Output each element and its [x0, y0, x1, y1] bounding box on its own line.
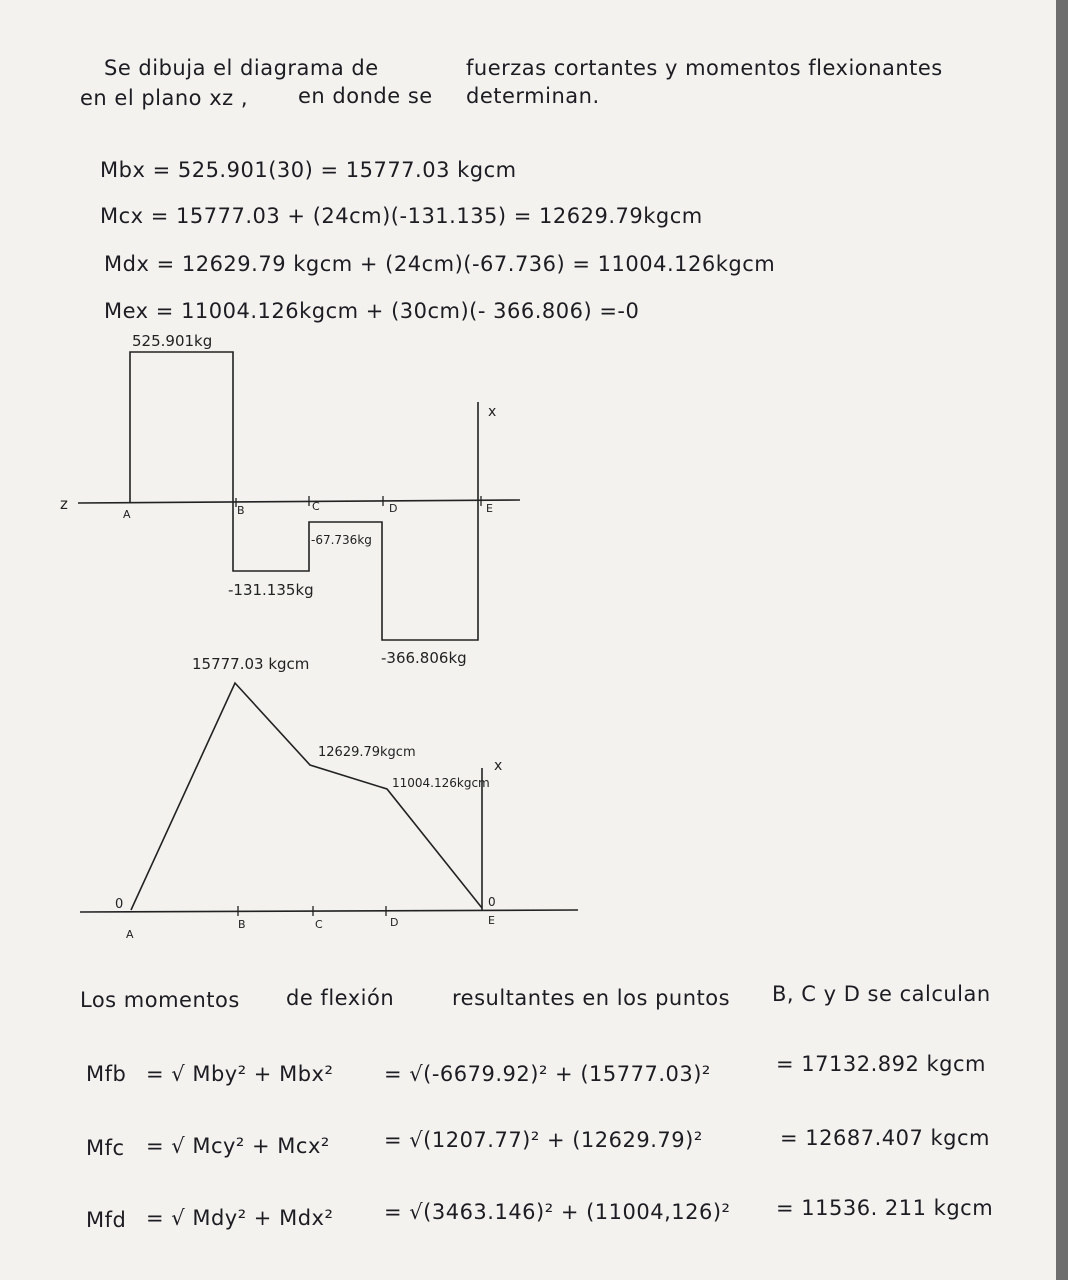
moment-label-d: 11004.126kgcm	[392, 776, 490, 790]
resultant-lhs-b: Mfb	[86, 1062, 127, 1086]
resultants-text-1: Los momentos	[80, 988, 240, 1012]
page-edge-shadow	[1056, 0, 1068, 1280]
moment-eq-lhs: Mcx	[100, 204, 144, 228]
point-label-e: E	[486, 502, 493, 515]
resultants-text-3: resultantes en los puntos	[452, 986, 731, 1010]
moment-eq-expr: = 525.901(30) = 15777.03 kgcm	[152, 158, 517, 182]
shear-axis-label-x: x	[488, 404, 497, 420]
shear-label-d: -366.806kg	[381, 649, 467, 667]
point-label-d: D	[389, 502, 398, 515]
resultant-sub-b: = √(-6679.92)² + (15777.03)²	[384, 1062, 711, 1086]
resultants-text-4: B, C y D se calculan	[772, 982, 991, 1006]
moment-curve	[131, 683, 482, 910]
point-label-a: A	[126, 928, 134, 941]
resultant-result-c: = 12687.407 kgcm	[780, 1126, 991, 1150]
intro-line1-right: fuerzas cortantes y momentos flexionantes	[466, 56, 943, 80]
point-label-d: D	[390, 916, 399, 929]
moment-axis	[80, 910, 578, 912]
point-label-e: E	[488, 914, 495, 927]
resultant-result-b: = 17132.892 kgcm	[776, 1052, 987, 1076]
intro-line2-left: en el plano xz ,	[80, 86, 249, 110]
moment-eq-lhs: Mbx	[100, 158, 146, 182]
resultant-formula-b: = √ Mby² + Mbx²	[146, 1062, 334, 1086]
resultant-sub-d: = √(3463.146)² + (11004,126)²	[384, 1200, 731, 1224]
point-label-c: C	[312, 500, 320, 513]
moment-label-b: 15777.03 kgcm	[192, 655, 310, 673]
point-label-a: A	[123, 508, 131, 521]
intro-line1-left: Se dibuja el diagrama de	[104, 56, 379, 80]
shear-label-a: 525.901kg	[132, 332, 213, 350]
resultants-text-2: de flexión	[286, 986, 395, 1010]
moment-zero-right: 0	[488, 895, 496, 909]
resultant-formula-d: = √ Mdy² + Mdx²	[146, 1206, 334, 1230]
moment-eq-lhs: Mdx	[104, 252, 150, 276]
point-label-c: C	[315, 918, 323, 931]
intro-line2-right: determinan.	[466, 84, 600, 108]
moment-eq-lhs: Mex	[104, 299, 149, 323]
point-label-b: B	[238, 918, 246, 931]
resultant-lhs-d: Mfd	[86, 1208, 127, 1232]
moment-eq-expr: = 12629.79 kgcm + (24cm)(-67.736) = 11004.126kgcm	[156, 252, 776, 276]
moment-eq-expr: = 11004.126kgcm + (30cm)(- 366.806) =-0	[155, 299, 640, 323]
shear-label-b: -131.135kg	[228, 581, 314, 599]
moment-axis-label-x: x	[494, 758, 503, 774]
shear-axis-label-z: z	[60, 495, 68, 513]
moment-zero-left: 0	[115, 897, 124, 912]
shear-label-c: -67.736kg	[311, 533, 372, 547]
resultant-sub-c: = √(1207.77)² + (12629.79)²	[384, 1128, 703, 1152]
point-label-b: B	[237, 504, 245, 517]
resultant-formula-c: = √ Mcy² + Mcx²	[146, 1134, 330, 1158]
resultant-lhs-c: Mfc	[86, 1136, 125, 1160]
moment-eq-expr: = 15777.03 + (24cm)(-131.135) = 12629.79kgcm	[150, 204, 703, 228]
moment-label-c: 12629.79kgcm	[318, 745, 416, 760]
intro-line2-mid: en donde se	[298, 84, 433, 108]
resultant-result-d: = 11536. 211 kgcm	[776, 1196, 994, 1220]
